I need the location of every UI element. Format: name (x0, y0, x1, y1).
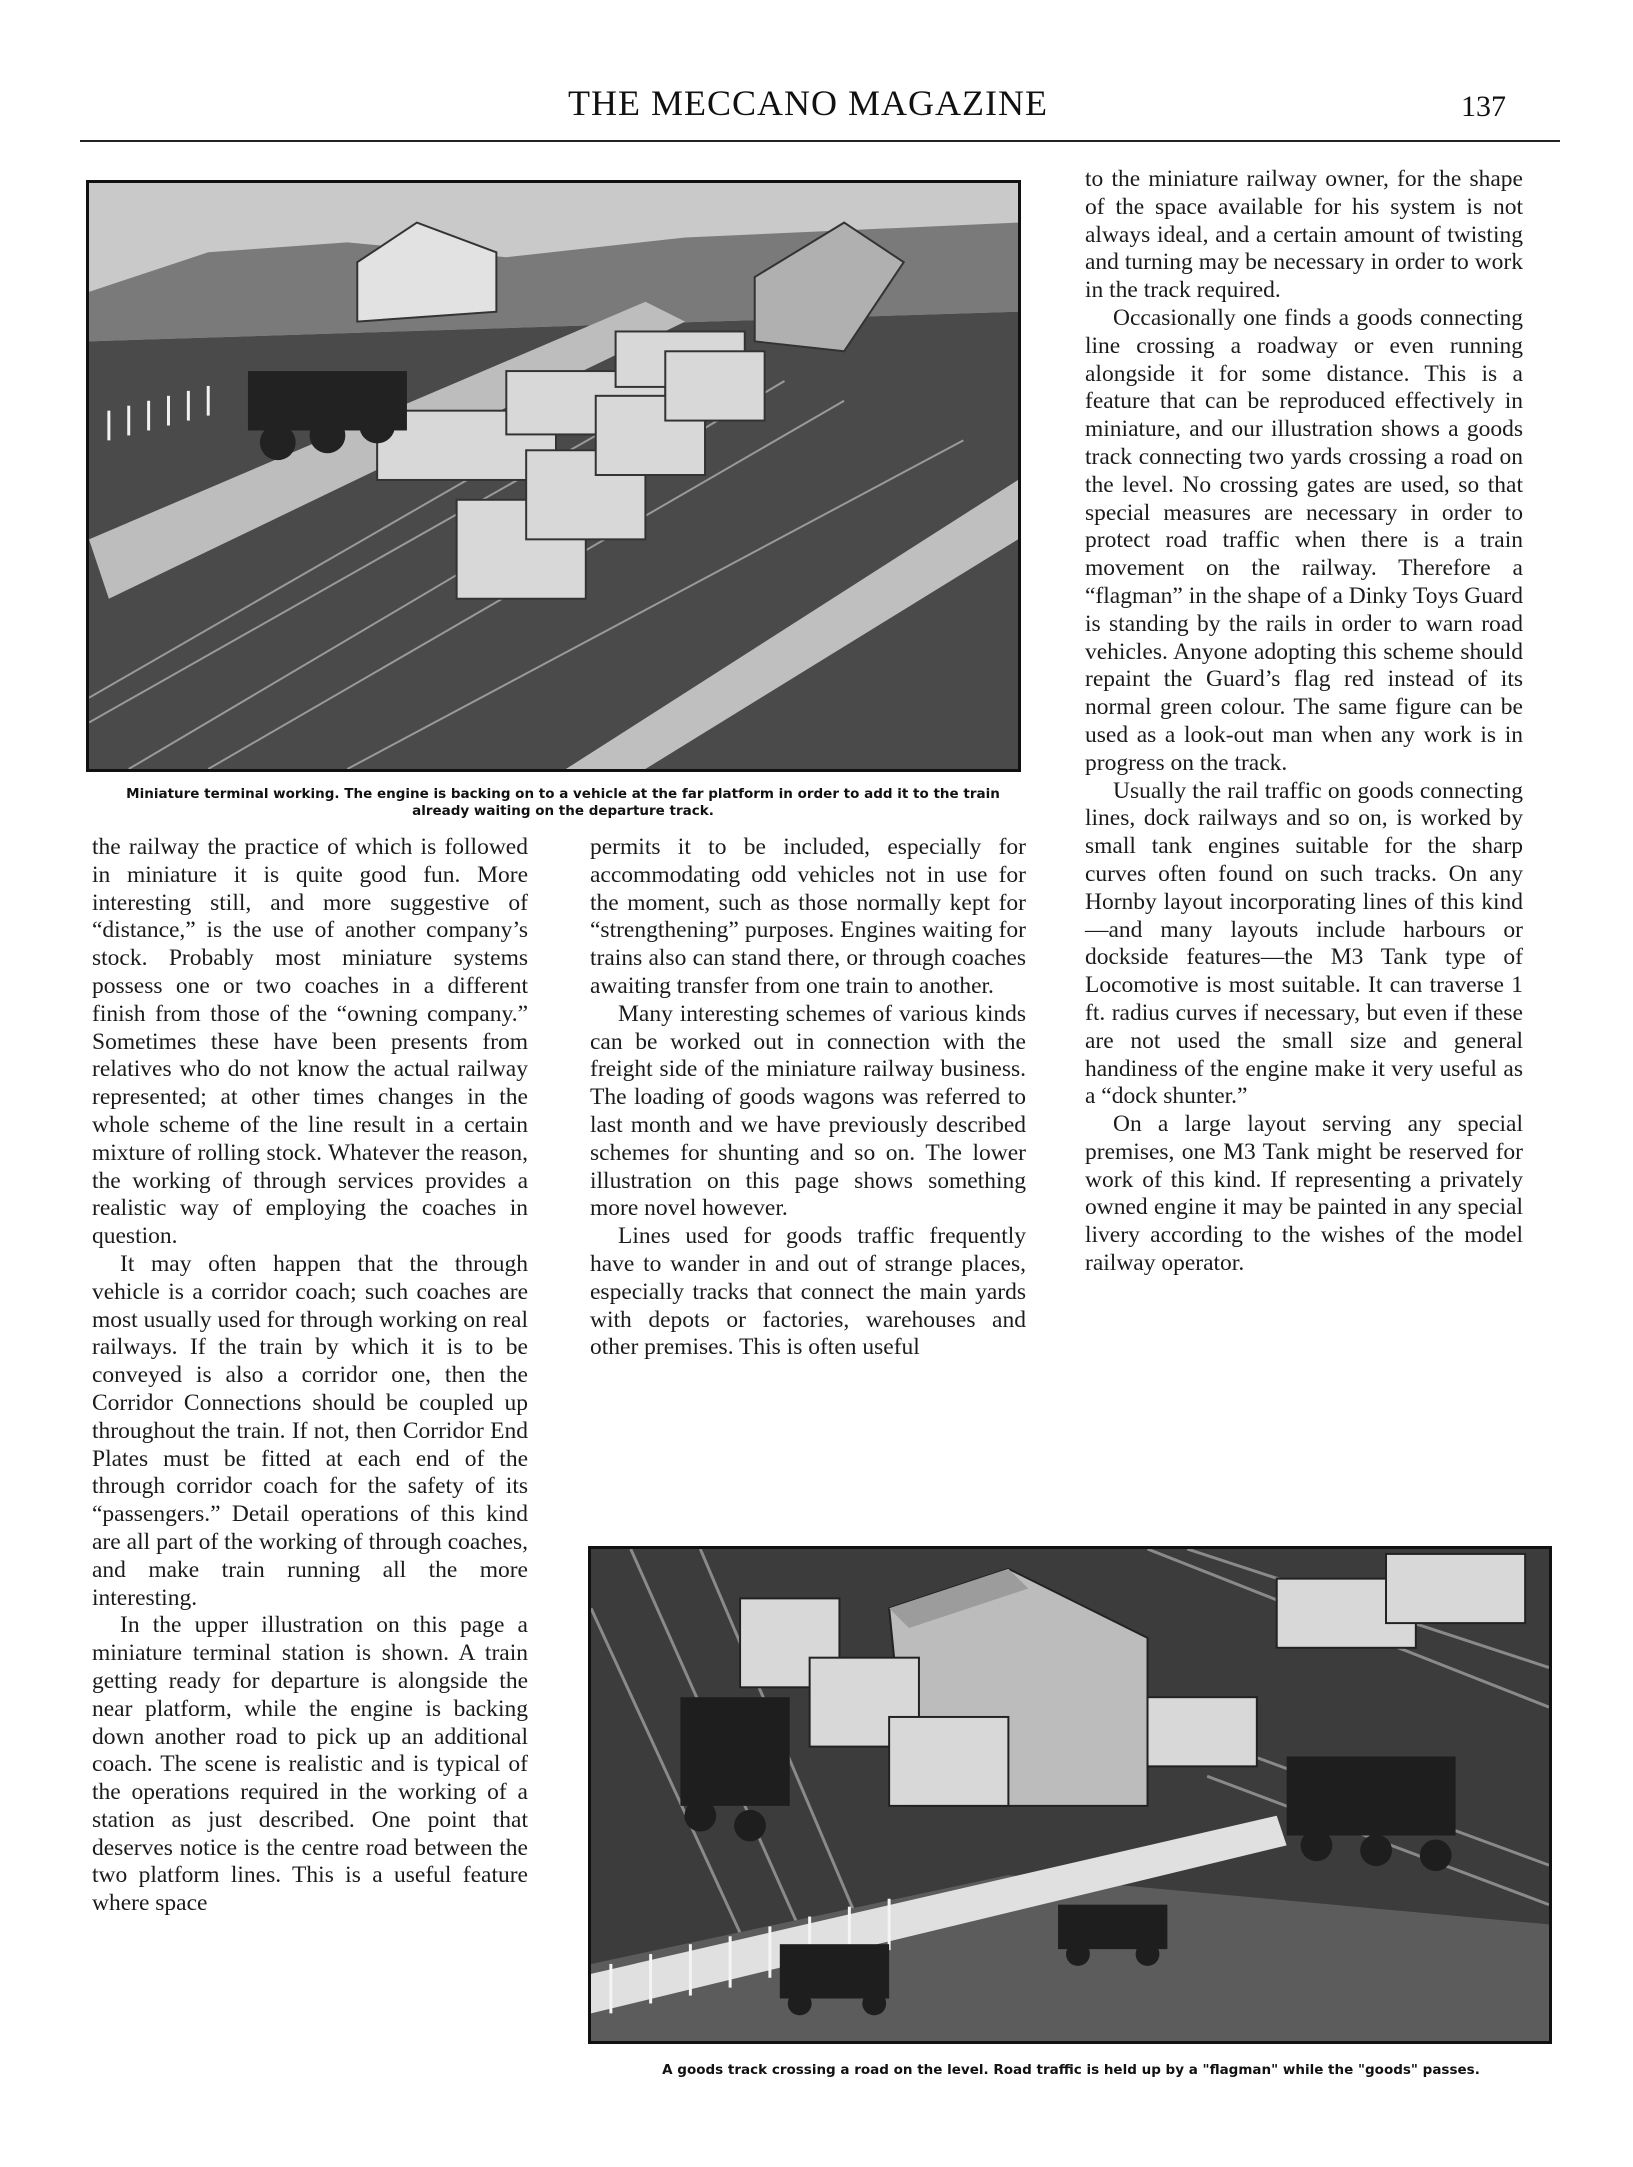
upper-photo-caption: Miniature terminal working. The engine is backing on to a vehicle at the far platform in order to add it to the train already waiting on the departure track. (126, 786, 1000, 819)
upper-photo (86, 180, 1021, 772)
right-paragraph-4: On a large layout serving any special premises, one M3 Tank might be reserved for work of this kind. If representing a privately owned engine it may be painted in any special livery according to the wishes of the model railway operator. (1085, 1111, 1523, 1277)
page-number: 137 (1461, 90, 1506, 123)
middle-paragraph-1: permits it to be included, especially for accommodating odd vehicles not in use for the moment, such as those normally kept for “strengthening” purposes. Engines waiting for trains also can stand there, or through coaches awaiting transfer from one train to another. (590, 834, 1026, 999)
header-rule (80, 140, 1560, 142)
right-paragraph-1: to the miniature railway owner, for the shape of the space available for his system is not always ideal, and a certain amount of twisting and turning may be necessary in order to work in the track required. (1085, 166, 1523, 304)
right-paragraph-2: Occasionally one finds a goods connecting line crossing a roadway or even running alongside it for some distance. This is a feature that can be reproduced effectively in miniature, and our illustration shows a goods track connecting two yards crossing a road on the level. No crossing gates are used, so that special measures are necessary in order to protect road traffic when there is a train movement on the railway. Therefore a “flagman” in the shape of a Dinky Toys Guard is standing by the rails in order to warn road vehicles. Anyone adopting this scheme should repaint the Guard’s flag red instead of its normal green colour. The same figure can be used as a look-out man when any work is in progress on the track. (1085, 304, 1523, 776)
left-paragraph-2: It may often happen that the through vehicle is a corridor coach; such coaches are most usually used for through working on real railways. If the train by which it is to be conveyed is also a corridor one, then the Corridor Connections should be coupled up throughout the train. If not, then Corridor End Plates must be fitted at each end of the through corridor coach for the safety of its “passengers.” Detail operations of this kind are all part of the working of through coaches, and make train running all the more interesting. (92, 1250, 528, 1611)
left-paragraph-1: the railway the practice of which is followed in miniature it is quite good fun. More interesting still, and more suggestive of “distance,” is the use of another company’s stock. Probably most miniature systems possess one or two coaches in a different finish from those of the “owning company.” Sometimes these have been presents from relatives who do not know the actual railway represented; at other times changes in the whole scheme of the line result in a certain mixture of rolling stock. Whatever the reason, the working of through services provides a realistic way of employing the coaches in question. (92, 834, 528, 1250)
middle-paragraph-2: Many interesting schemes of various kinds can be worked out in connection with the freight side of the miniature railway business. The loading of goods wagons was referred to last month and we have previously described schemes for shunting and so on. The lower illustration on this page shows something more novel however. (590, 1000, 1026, 1222)
magazine-title: THE MECCANO MAGAZINE (568, 83, 1048, 123)
left-column (92, 834, 528, 1918)
middle-column (590, 834, 1026, 1362)
lower-photo-caption: A goods track crossing a road on the level. Road traffic is held up by a "flagman" while the "goods" passes. (662, 2062, 1480, 2078)
middle-paragraph-3: Lines used for goods traffic frequently have to wander in and out of strange places, especially tracks that connect the main yards with depots or factories, warehouses and other premises. This is often useful (590, 1223, 1026, 1361)
left-paragraph-3: In the upper illustration on this page a miniature terminal station is shown. A train getting ready for departure is alongside the near platform, while the engine is backing down another road to pick up an additional coach. The scene is realistic and is typical of the operations required in the working of a station as just described. One point that deserves notice is the centre road between the two platform lines. This is a useful feature where space (92, 1612, 528, 1917)
lower-photo (588, 1546, 1552, 2044)
right-column (1085, 166, 1523, 1278)
right-paragraph-3: Usually the rail traffic on goods connecting lines, dock railways and so on, is worked by small tank engines suitable for the sharp curves often found on such tracks. On any Hornby layout incorporating lines of this kind —and many layouts include harbours or dockside features—the M3 Tank type of Locomotive is most suitable. It can traverse 1 ft. radius curves if necessary, but even if these are not used the small size and general handiness of the engine make it very useful as a “dock shunter.” (1085, 777, 1523, 1110)
